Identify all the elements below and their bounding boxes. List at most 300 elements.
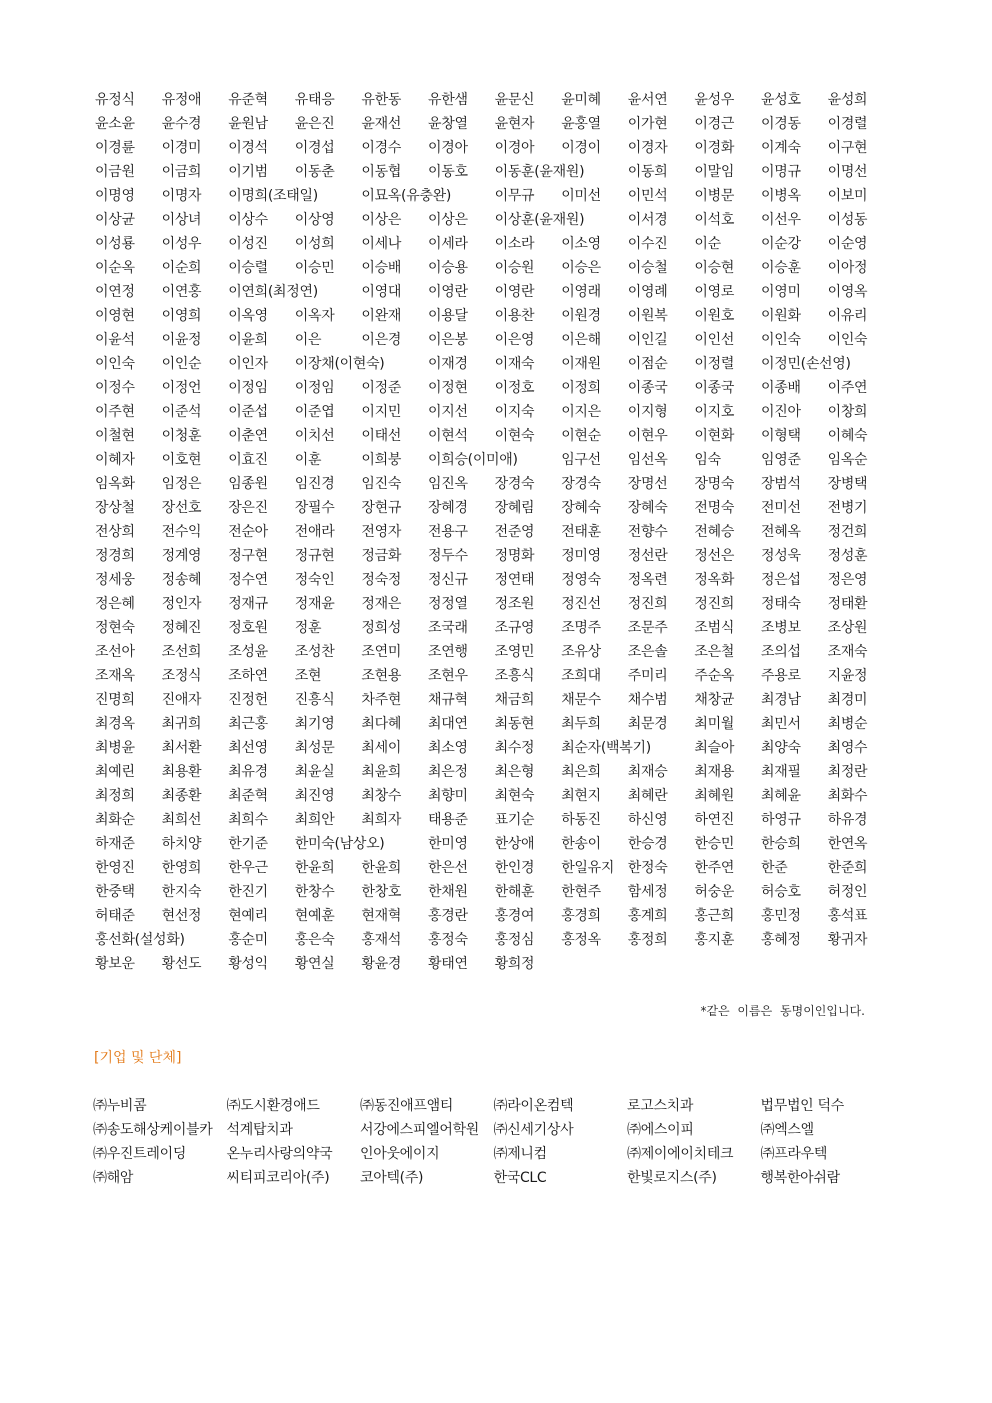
donor-name: 이계숙 (761, 140, 801, 156)
donor-name: 홍순미 (228, 932, 268, 948)
name-row (95, 136, 875, 160)
donor-name: 최다혜 (361, 716, 402, 732)
donor-name: 주순옥 (694, 668, 735, 684)
donor-name: 정조원 (494, 596, 535, 612)
donor-name: 정재은 (361, 596, 402, 612)
name-row (95, 496, 875, 520)
donor-name: 진명희 (95, 692, 135, 708)
donor-name: 이영대 (361, 284, 402, 300)
donor-name: 이순옥 (95, 260, 135, 276)
donor-name: 최현지 (561, 788, 601, 804)
donor-name: 장혜경 (428, 500, 468, 516)
donor-name: 이종국 (694, 380, 735, 396)
donor-name: 한승희 (761, 836, 801, 852)
donor-name: 이상균 (95, 212, 135, 228)
donor-name: 정인자 (161, 596, 202, 612)
donor-name: 정은영 (827, 572, 868, 588)
donor-name: 이장채(이현숙) (294, 356, 385, 372)
donor-name: 이인숙 (95, 356, 135, 372)
donor-name: 이지민 (361, 404, 402, 420)
donor-name: 이승원 (494, 260, 535, 276)
donor-name: 이옥자 (294, 308, 335, 324)
donor-name: 이은영 (494, 332, 535, 348)
donor-name: 이영래 (561, 284, 601, 300)
donor-name: 한주연 (694, 860, 735, 876)
donor-name: 이성희 (294, 236, 335, 252)
donor-name: 이말임 (694, 164, 735, 180)
donor-name: 최유경 (228, 764, 268, 780)
donor-name: 정영숙 (561, 572, 601, 588)
company-name: 씨티피코리아(주) (226, 1170, 330, 1186)
donor-name: 최준혁 (228, 788, 268, 804)
company-name: ㈜누비콤 (93, 1098, 147, 1114)
donor-name: 이인숙 (761, 332, 801, 348)
donor-name: 이경수 (361, 140, 402, 156)
donor-name: 이영희 (161, 308, 202, 324)
company-name: 서강에스피엘어학원 (360, 1122, 480, 1138)
donor-name: 임숙 (694, 452, 721, 468)
donor-name: 최성문 (294, 740, 335, 756)
donor-name: 이영례 (627, 284, 668, 300)
donor-name: 정태숙 (761, 596, 801, 612)
donor-name: 임진옥 (428, 476, 468, 492)
donor-name: 이상수 (228, 212, 268, 228)
donor-name: 정선란 (627, 548, 668, 564)
donor-name: 이상은 (361, 212, 402, 228)
donor-name: 최혜원 (694, 788, 735, 804)
name-row (95, 760, 875, 784)
donor-name: 임영준 (761, 452, 801, 468)
donor-name: 채수범 (627, 692, 668, 708)
donor-name: 이은 (294, 332, 322, 348)
donor-name: 이인숙 (827, 332, 868, 348)
donor-name: 정두수 (428, 548, 468, 564)
donor-name: 이동춘 (294, 164, 335, 180)
donor-name: 홍민정 (761, 908, 801, 924)
donor-name: 이지선 (428, 404, 468, 420)
donor-name: 하연진 (694, 812, 735, 828)
donor-name: 정성욱 (761, 548, 801, 564)
donor-name: 유한동 (361, 92, 402, 108)
donor-name: 장혜림 (494, 500, 535, 516)
donor-name: 윤창열 (428, 116, 468, 132)
name-row (95, 664, 875, 688)
donor-name: 최기영 (294, 716, 335, 732)
donor-name: 이승민 (294, 260, 335, 276)
donor-name: 이경이 (561, 140, 601, 156)
donor-name: 윤성희 (827, 92, 868, 108)
donor-name: 한채원 (428, 884, 468, 900)
donor-name: 이영옥 (827, 284, 868, 300)
name-row (95, 880, 875, 904)
company-name: 석계탑치과 (226, 1122, 293, 1138)
donor-name: 정수연 (228, 572, 268, 588)
donor-name: 이경동 (761, 116, 801, 132)
donor-name: 정경희 (95, 548, 135, 564)
donor-name: 최용환 (161, 764, 202, 780)
donor-name: 조병보 (761, 620, 801, 636)
donor-name: 이승현 (694, 260, 735, 276)
donor-name: 이인순 (161, 356, 202, 372)
donor-name: 허태준 (95, 908, 135, 924)
donor-name: 조은솔 (627, 644, 668, 660)
donor-name: 이경화 (694, 140, 735, 156)
donor-name: 이지호 (694, 404, 735, 420)
donor-name: 이금희 (161, 164, 202, 180)
donor-name: 홍정옥 (561, 932, 601, 948)
donor-name: 이동훈(윤재원) (494, 164, 585, 180)
donor-name: 전혜옥 (761, 524, 801, 540)
donor-name: 윤은진 (294, 116, 335, 132)
donor-name: 홍선화(설성화) (95, 932, 185, 948)
donor-name: 유한샘 (428, 92, 468, 108)
donor-name: 이명규 (761, 164, 801, 180)
donor-name: 이은해 (561, 332, 601, 348)
donor-name: 이연희(최정연) (228, 284, 318, 300)
company-row (93, 1166, 893, 1190)
donor-name: 이재원 (561, 356, 601, 372)
name-row (95, 424, 875, 448)
company-name: 인아웃에이지 (360, 1146, 440, 1162)
donor-name: 한준희 (827, 860, 868, 876)
donor-name: 이상영 (294, 212, 335, 228)
donor-name: 이영란 (494, 284, 535, 300)
donor-name: 조범식 (694, 620, 735, 636)
donor-name: 정진희 (627, 596, 668, 612)
donor-name: 이정렬 (694, 356, 735, 372)
donor-name: 이혜숙 (827, 428, 868, 444)
donor-name: 최진영 (294, 788, 335, 804)
donor-name: 한미숙(남상오) (294, 836, 385, 852)
donor-name: 이가현 (627, 116, 668, 132)
companies-heading: [기업 및 단체] (94, 1050, 182, 1066)
donor-name: 이순강 (761, 236, 801, 252)
donor-name: 이은봉 (428, 332, 468, 348)
donor-name: 정훈 (294, 620, 322, 636)
name-row (95, 304, 875, 328)
donor-name: 홍정숙 (428, 932, 468, 948)
donor-name: 전준영 (494, 524, 535, 540)
donor-name: 최순자(백복기) (561, 740, 651, 756)
donor-name: 한미영 (428, 836, 468, 852)
donor-name: 임선옥 (627, 452, 668, 468)
name-row (95, 616, 875, 640)
donor-name: 이아정 (827, 260, 868, 276)
donor-name: 최소영 (428, 740, 468, 756)
donor-name: 이형택 (761, 428, 801, 444)
donor-name-list (95, 88, 875, 976)
donor-name: 최두희 (561, 716, 601, 732)
donor-name: 윤원남 (228, 116, 268, 132)
donor-name: 이경섭 (294, 140, 335, 156)
donor-name: 홍계희 (627, 908, 668, 924)
donor-name: 이인선 (694, 332, 735, 348)
donor-name: 최재필 (761, 764, 801, 780)
donor-name: 함세정 (627, 884, 668, 900)
name-row (95, 544, 875, 568)
donor-name: 황성익 (228, 956, 268, 972)
donor-name: 한우근 (228, 860, 268, 876)
donor-name: 조선희 (161, 644, 202, 660)
donor-name: 이상훈(윤재원) (494, 212, 585, 228)
donor-name: 최재용 (694, 764, 735, 780)
donor-name: 이춘연 (228, 428, 268, 444)
donor-name: 전상희 (95, 524, 135, 540)
donor-name: 임옥화 (95, 476, 135, 492)
donor-name: 이순영 (827, 236, 868, 252)
donor-name: 이동협 (361, 164, 402, 180)
donor-name: 조흥식 (494, 668, 535, 684)
donor-name: 한송이 (561, 836, 601, 852)
donor-name: 정연태 (494, 572, 535, 588)
donor-name: 이무규 (494, 188, 535, 204)
donor-name: 한은선 (428, 860, 468, 876)
donor-name: 현예리 (228, 908, 268, 924)
donor-name: 하치양 (161, 836, 202, 852)
donor-name: 한준 (761, 860, 788, 876)
donor-name: 조연행 (428, 644, 468, 660)
company-row (93, 1118, 893, 1142)
donor-name: 홍은숙 (294, 932, 335, 948)
name-row (95, 520, 875, 544)
donor-name: 최미월 (694, 716, 735, 732)
donor-name: 이명자 (161, 188, 202, 204)
company-name: ㈜송도해상케이블카 (93, 1122, 213, 1138)
donor-name: 정선은 (694, 548, 735, 564)
donor-name: 장범석 (761, 476, 801, 492)
donor-name: 장혜숙 (561, 500, 601, 516)
donor-name: 정미영 (561, 548, 601, 564)
donor-name: 표기순 (494, 812, 535, 828)
name-row (95, 904, 875, 928)
donor-name: 이원화 (761, 308, 801, 324)
donor-name: 장선호 (161, 500, 202, 516)
company-name: ㈜라이온컴텍 (493, 1098, 574, 1114)
donor-name: 이현순 (561, 428, 601, 444)
donor-name: 이옥영 (228, 308, 268, 324)
donor-name: 이정준 (361, 380, 402, 396)
donor-name: 유정식 (95, 92, 135, 108)
donor-name: 이준섭 (228, 404, 268, 420)
donor-name: 허승호 (761, 884, 801, 900)
donor-name: 정옥화 (694, 572, 735, 588)
donor-name: 정옥련 (627, 572, 668, 588)
name-row (95, 736, 875, 760)
donor-name: 이현숙 (494, 428, 535, 444)
donor-name: 이선우 (761, 212, 801, 228)
donor-name: 이경륜 (95, 140, 135, 156)
donor-name: 태용준 (428, 812, 468, 828)
donor-name: 이종배 (761, 380, 801, 396)
donor-name: 이소영 (561, 236, 601, 252)
donor-name: 이성진 (228, 236, 268, 252)
donor-name: 최영수 (827, 740, 868, 756)
donor-name: 홍근희 (694, 908, 735, 924)
donor-name: 윤서연 (627, 92, 668, 108)
donor-name: 이경석 (228, 140, 268, 156)
donor-name: 이희붕 (361, 452, 402, 468)
donor-name: 이정언 (161, 380, 202, 396)
donor-name: 임진숙 (361, 476, 402, 492)
donor-name: 조은철 (694, 644, 735, 660)
donor-name: 이준석 (161, 404, 202, 420)
donor-name: 윤현자 (494, 116, 535, 132)
donor-name: 이성룡 (95, 236, 135, 252)
donor-name: 조성찬 (294, 644, 335, 660)
donor-name: 이병옥 (761, 188, 801, 204)
donor-name: 윤수경 (161, 116, 202, 132)
donor-name: 최서환 (161, 740, 202, 756)
name-row (95, 184, 875, 208)
donor-name: 정구현 (228, 548, 268, 564)
donor-name: 정명화 (494, 548, 535, 564)
donor-name: 이진아 (761, 404, 801, 420)
donor-name: 조재옥 (95, 668, 135, 684)
donor-name: 정태환 (827, 596, 868, 612)
company-name: 코아텍(주) (360, 1170, 424, 1186)
donor-name: 최윤희 (361, 764, 402, 780)
donor-name: 장현규 (361, 500, 402, 516)
donor-name: 임정은 (161, 476, 202, 492)
donor-name: 정은혜 (95, 596, 135, 612)
donor-name: 이영로 (694, 284, 735, 300)
donor-name: 임종원 (228, 476, 268, 492)
name-row (95, 208, 875, 232)
donor-name: 최은희 (561, 764, 601, 780)
donor-name: 이은경 (361, 332, 402, 348)
donor-name: 홍지훈 (694, 932, 735, 948)
donor-name: 채창균 (694, 692, 735, 708)
donor-name: 차주현 (361, 692, 402, 708)
donor-name: 황선도 (161, 956, 202, 972)
donor-name: 이승은 (561, 260, 601, 276)
donor-name: 한영희 (161, 860, 202, 876)
donor-name: 이주연 (827, 380, 868, 396)
donor-name: 황귀자 (827, 932, 868, 948)
donor-name: 홍경여 (494, 908, 535, 924)
donor-name: 황보운 (95, 956, 135, 972)
donor-name: 홍경란 (428, 908, 468, 924)
donor-name: 한현주 (561, 884, 601, 900)
donor-name: 주용로 (761, 668, 801, 684)
donor-name: 조명주 (561, 620, 601, 636)
donor-name: 최귀희 (161, 716, 202, 732)
donor-name: 이원경 (561, 308, 601, 324)
name-row (95, 256, 875, 280)
donor-name: 한연옥 (827, 836, 868, 852)
donor-name: 이수진 (627, 236, 668, 252)
donor-name: 최경미 (827, 692, 868, 708)
donor-name: 전혜승 (694, 524, 735, 540)
donor-name: 정계영 (161, 548, 202, 564)
donor-name: 이세나 (361, 236, 402, 252)
donor-name: 최병순 (827, 716, 868, 732)
donor-name: 이경미 (161, 140, 202, 156)
name-row (95, 160, 875, 184)
donor-name: 현선정 (161, 908, 202, 924)
donor-name: 한윤희 (294, 860, 335, 876)
donor-name: 최창수 (361, 788, 402, 804)
donor-name: 조재숙 (827, 644, 868, 660)
donor-name: 이유리 (827, 308, 868, 324)
donor-name: 최현숙 (494, 788, 535, 804)
donor-name: 조성윤 (228, 644, 268, 660)
donor-name: 이혜자 (95, 452, 135, 468)
donor-name: 이병문 (694, 188, 735, 204)
donor-name: 최민서 (761, 716, 801, 732)
donor-name: 이희승(이미애) (428, 452, 518, 468)
donor-name: 이용찬 (494, 308, 535, 324)
donor-name: 이세라 (428, 236, 468, 252)
donor-name: 이완재 (361, 308, 402, 324)
donor-name: 이영란 (428, 284, 468, 300)
donor-name: 윤소윤 (95, 116, 135, 132)
donor-name: 이승렬 (228, 260, 268, 276)
donor-name: 이용달 (428, 308, 468, 324)
donor-name: 이주현 (95, 404, 135, 420)
donor-name: 한정숙 (627, 860, 668, 876)
donor-name: 이정임 (294, 380, 335, 396)
name-row (95, 832, 875, 856)
name-row (95, 376, 875, 400)
donor-name: 윤미혜 (561, 92, 601, 108)
donor-name: 이윤석 (95, 332, 135, 348)
donor-name: 이금원 (95, 164, 135, 180)
company-name: ㈜엑스엘 (760, 1122, 814, 1138)
donor-name: 장혜숙 (627, 500, 668, 516)
donor-name: 하재준 (95, 836, 135, 852)
name-row (95, 112, 875, 136)
name-row (95, 712, 875, 736)
donor-name: 전명숙 (694, 500, 735, 516)
donor-name: 현재혁 (361, 908, 402, 924)
donor-name: 이정희 (561, 380, 601, 396)
donor-name: 한영진 (95, 860, 135, 876)
donor-name: 허정인 (827, 884, 868, 900)
donor-name: 이경근 (694, 116, 735, 132)
donor-name: 정혜진 (161, 620, 202, 636)
donor-name: 조영민 (494, 644, 535, 660)
company-name: 한국CLC (493, 1170, 547, 1186)
donor-name: 장필수 (294, 500, 335, 516)
same-name-note: *같은 이름은 동명이인입니다. (700, 1004, 865, 1018)
donor-name: 최재승 (627, 764, 668, 780)
donor-name: 이정민(손선영) (761, 356, 851, 372)
donor-name: 조국래 (428, 620, 468, 636)
name-row (95, 592, 875, 616)
donor-name: 조연미 (361, 644, 402, 660)
donor-name: 장명선 (627, 476, 668, 492)
donor-name: 이태선 (361, 428, 402, 444)
donor-name: 이재경 (428, 356, 468, 372)
donor-name: 최대연 (428, 716, 468, 732)
donor-name: 최혜란 (627, 788, 668, 804)
donor-name: 홍재석 (361, 932, 402, 948)
donor-name: 최수정 (494, 740, 535, 756)
donor-name: 이창희 (827, 404, 868, 420)
donor-name: 이현우 (627, 428, 668, 444)
name-row (95, 232, 875, 256)
donor-name: 이준엽 (294, 404, 335, 420)
donor-name: 조의섭 (761, 644, 801, 660)
donor-name: 이윤희 (228, 332, 268, 348)
donor-name: 장경숙 (561, 476, 601, 492)
donor-name: 이기범 (228, 164, 268, 180)
donor-name: 최선영 (228, 740, 268, 756)
donor-name: 임옥순 (827, 452, 868, 468)
name-row (95, 688, 875, 712)
donor-name: 이명선 (827, 164, 868, 180)
